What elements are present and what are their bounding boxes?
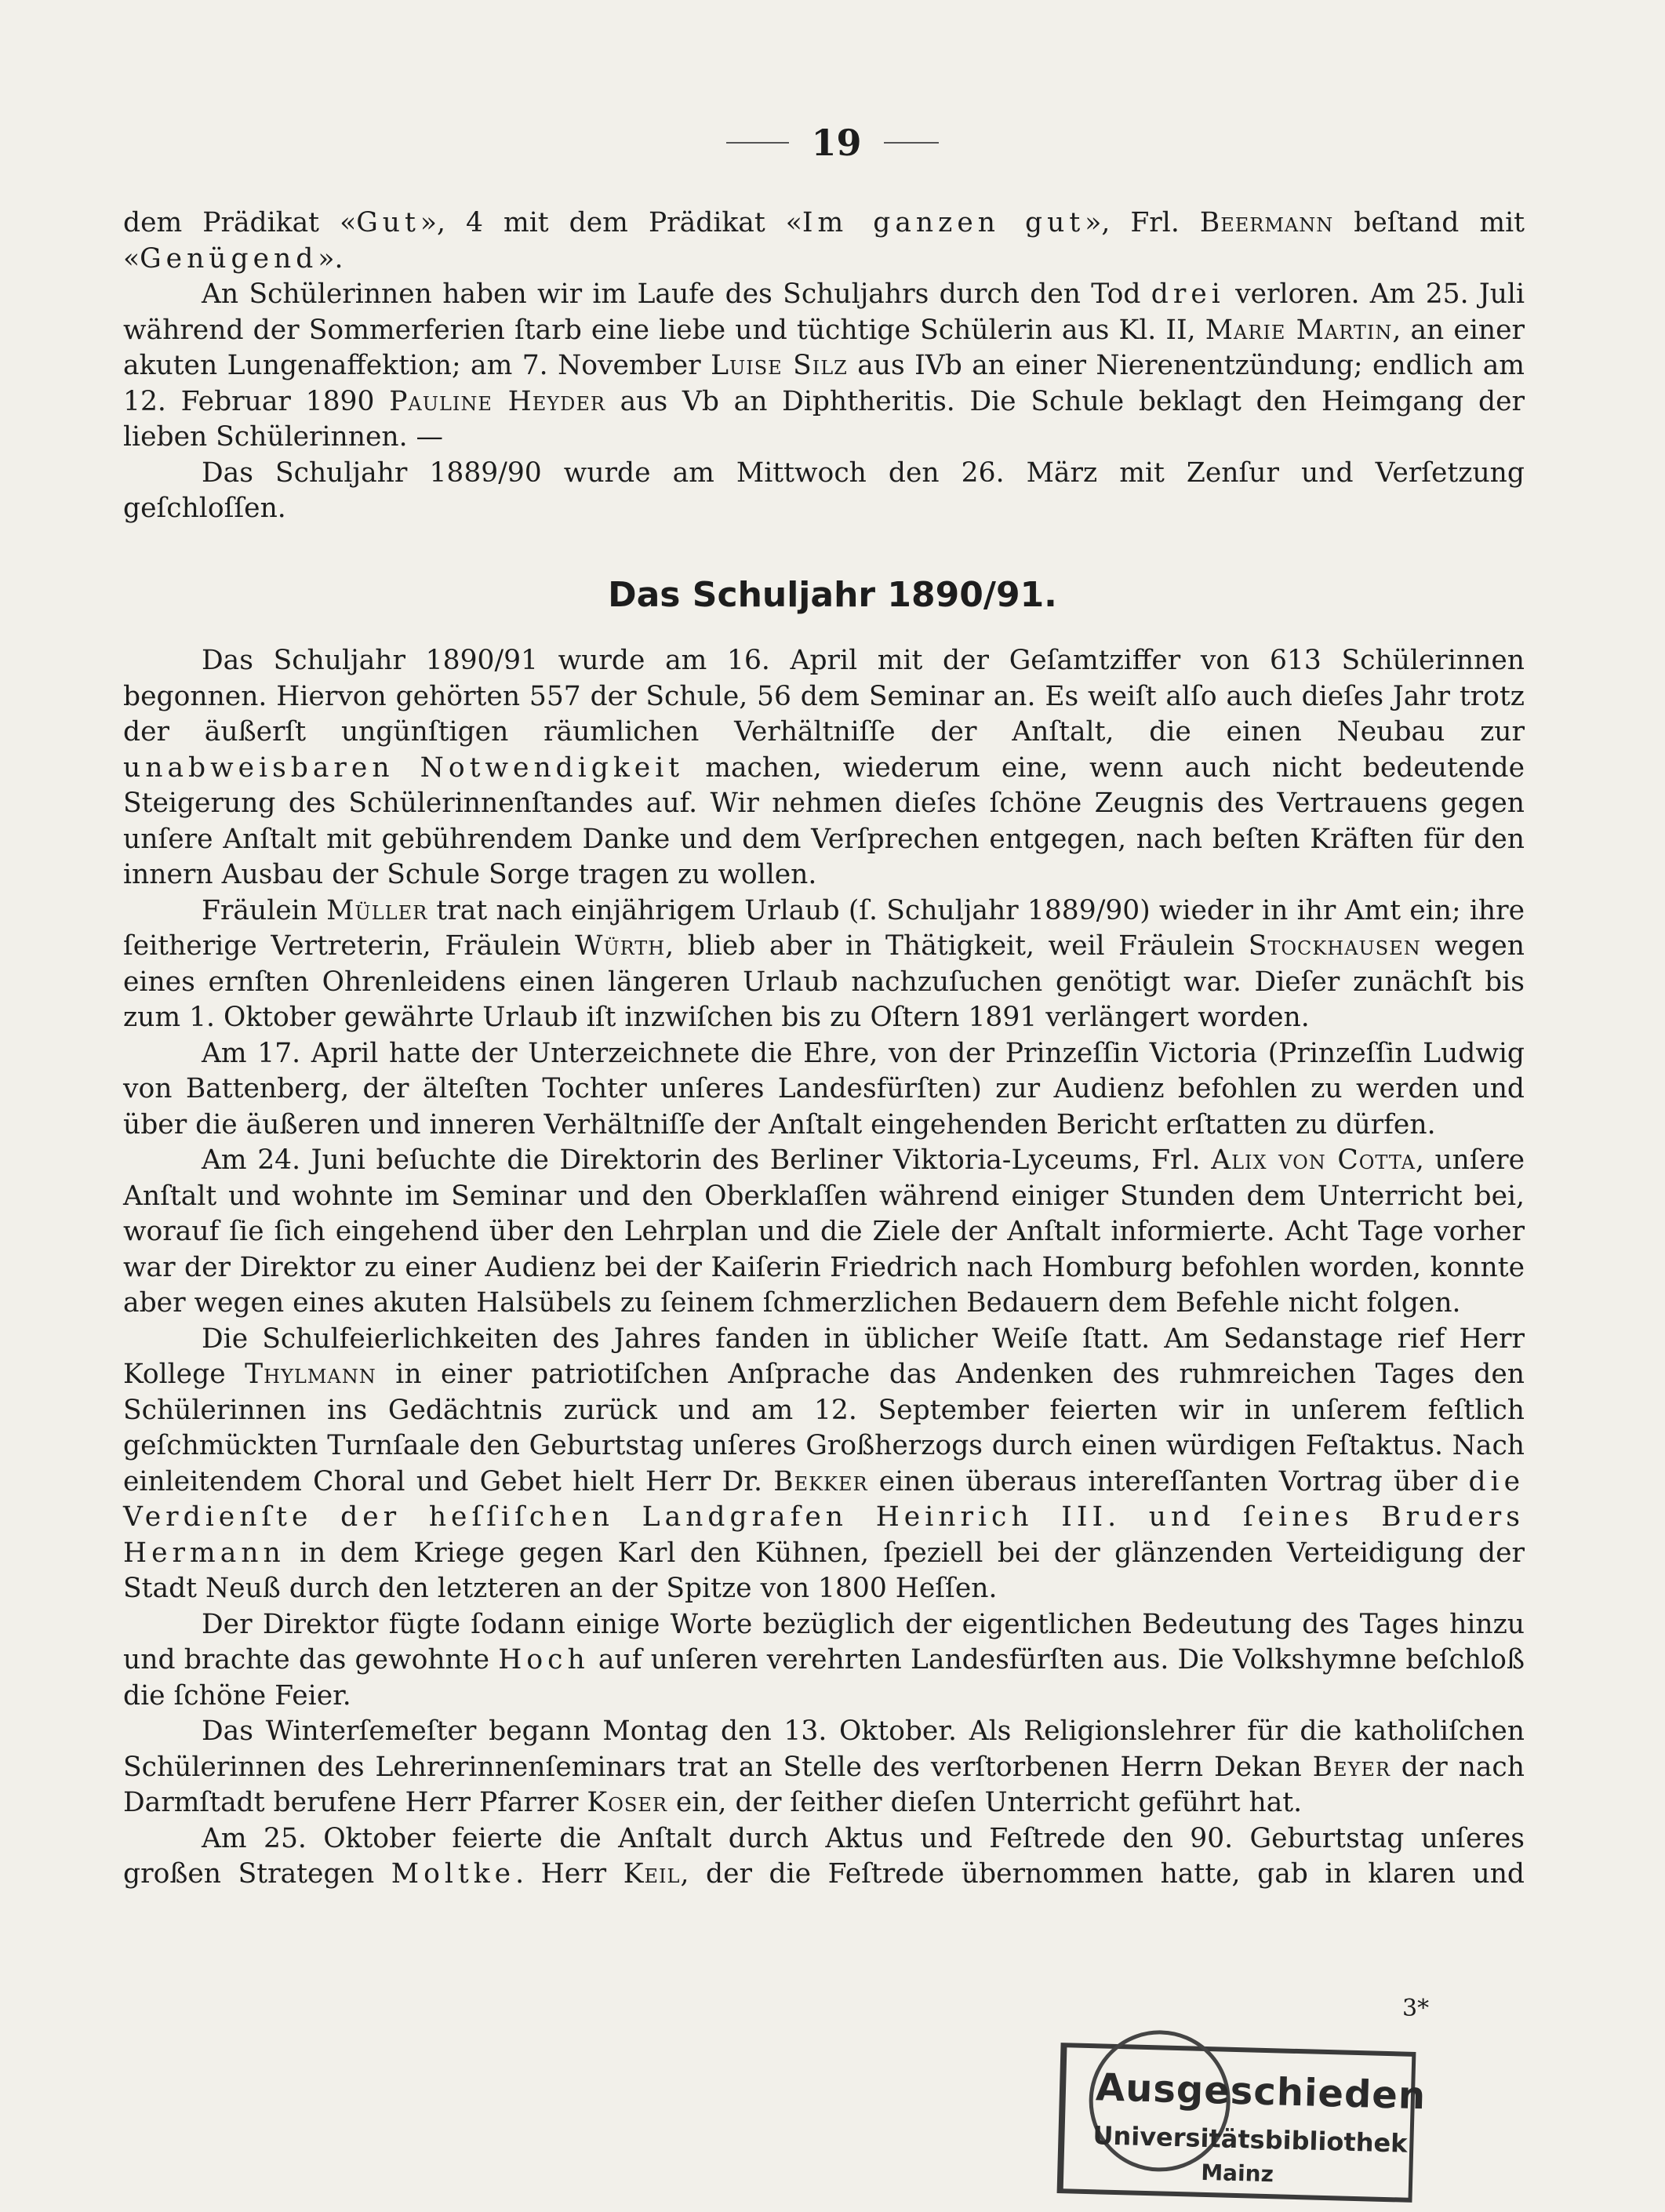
paragraph: Am 24. Juni beſuchte die Direktorin des Berliner Viktoria-Lyceums, Frl. Alix von Cotta, unſere Anſtalt und wohnte im Seminar und den Oberklaſſen während einiger Stunden dem Unterricht bei, worauf ſie ſich eingehend über den Lehrplan und die Ziele der Anſtalt informierte. Acht Tage vorher war der Direktor zu einer Audienz bei der Kaiſerin Friedrich nach Homburg befohlen worden, konnte aber wegen eines akuten Halsübels zu ſeinem ſchmerzlichen Bedauern dem Befehle nicht folgen. <box>123 1144 1525 1319</box>
stamp-line: Universitätsbibliothek <box>1092 2120 1408 2159</box>
stamp-line: Ausgeschieden <box>1095 2065 1427 2119</box>
page-header <box>0 119 1665 166</box>
library-stamp <box>1057 2043 1427 2203</box>
text-block-top <box>123 206 1525 527</box>
section-heading: Das Schuljahr 1890/91. <box>608 575 1057 615</box>
paragraph: Fräulein Müller trat nach einjährigem Urlaub (ſ. Schuljahr 1889/90) wieder in ihr Amt ein; ihre ſeitherige Vertreterin, Fräulein Würth, blieb aber in Thätigkeit, weil Fräulein Stockhausen wegen eines ernſten Ohrenleidens einen längeren Urlaub nachzuſuchen genötigt war. Dieſer zunächſt bis zum 1. Oktober gewährte Urlaub iſt inzwiſchen bis zu Oſtern 1891 verlängert worden. <box>123 894 1525 1033</box>
paragraph: Das Schuljahr 1890/91 wurde am 16. April mit der Geſamtziffer von 613 Schülerinnen begonnen. Hiervon gehörten 557 der Schule, 56 dem Seminar an. Es weiſt alſo auch dieſes Jahr trotz der äußerſt ungünſtigen räumlichen Verhältniſſe der Anſtalt, die einen Neubau zur unabweisbaren Notwendigkeit machen, wiederum eine, wenn auch nicht bedeutende Steigerung des Schülerinnenſtandes auf. Wir nehmen dieſes ſchöne Zeugnis des Vertrauens gegen unſere Anſtalt mit gebührendem Danke und dem Verſprechen entgegen, nach beſten Kräften für den innern Ausbau der Schule Sorge tragen zu wollen. <box>123 645 1525 890</box>
stamp-line: Mainz <box>1200 2159 1274 2188</box>
header-rule-left <box>726 142 789 144</box>
page-number: 19 <box>811 122 862 164</box>
text-block-main <box>123 643 1525 1893</box>
paragraph: Die Schulfeierlichkeiten des Jahres fanden in üblicher Weiſe ſtatt. Am Sedanstage rief Herr Kollege Thylmann in einer patriotiſchen Anſprache das Andenken des ruhmreichen Tages den Schülerinnen ins Gedächtnis zurück und am 12. September feierten wir in unſerem feſtlich geſchmückten Turnſaale den Geburtstag unſeres Großherzogs durch einen würdigen Feſtaktus. Nach einleitendem Choral und Gebet hielt Herr Dr. Bekker einen überaus intereſſanten Vortrag über die Verdienſte der heſſiſchen Landgrafen Heinrich III. und ſeines Bruders Hermann in dem Kriege gegen Karl den Kühnen, ſpeziell bei der glänzenden Verteidigung der Stadt Neuß durch den letzteren an der Spitze von 1800 Heſſen. <box>123 1322 1525 1604</box>
header-rule-right <box>884 142 939 144</box>
paragraph: Am 17. April hatte der Unterzeichnete die Ehre, von der Prinzeſſin Victoria (Prinzeſſin Ludwig von Battenberg, der älteſten Tochter unſeres Landesfürſten) zur Audienz befohlen zu werden und über die äußeren und inneren Verhältniſſe der Anſtalt eingehenden Bericht erſtatten zu dürfen. <box>123 1037 1525 1141</box>
paragraph: Das Winterſemeſter begann Montag den 13. Oktober. Als Religionslehrer für die katholiſchen Schülerinnen des Lehrerinnenſeminars trat an Stelle des verſtorbenen Herrn Dekan Beyer der nach Darmſtadt berufene Herr Pfarrer Koser ein, der ſeither dieſen Unterricht geführt hat. <box>123 1715 1525 1818</box>
paragraph: An Schülerinnen haben wir im Laufe des Schuljahrs durch den Tod drei verloren. Am 25. Juli während der Sommerferien ſtarb eine liebe und tüchtige Schülerin aus Kl. II, Marie Martin, an einer akuten Lungenaffektion; am 7. November Luise Silz aus IVb an einer Nierenentzündung; endlich am 12. Februar 1890 Pauline Heyder aus Vb an Diphtheritis. Die Schule beklagt den Heimgang der lieben Schülerinnen. — <box>123 278 1525 453</box>
paragraph: Am 25. Oktober feierte die Anſtalt durch Aktus und Feſtrede den 90. Geburtstag unſeres großen Strategen Moltke. Herr Keil, der die Feſtrede übernommen hatte, gab in klaren und <box>123 1822 1525 1890</box>
signature-mark: 3* <box>1402 1995 1430 2022</box>
paragraph: dem Prädikat «Gut», 4 mit dem Prädikat «Im ganzen gut», Frl. Beermann beſtand mit «Genügend». <box>123 207 1525 275</box>
paragraph: Das Schuljahr 1889/90 wurde am Mittwoch den 26. März mit Zenſur und Verſetzung geſchloſſen. <box>123 457 1525 524</box>
paragraph: Der Direktor fügte ſodann einige Worte bezüglich der eigentlichen Bedeutung des Tages hinzu und brachte das gewohnte Hoch auf unſeren verehrten Landesfürſten aus. Die Volkshymne beſchloß die ſchöne Feier. <box>123 1608 1525 1712</box>
